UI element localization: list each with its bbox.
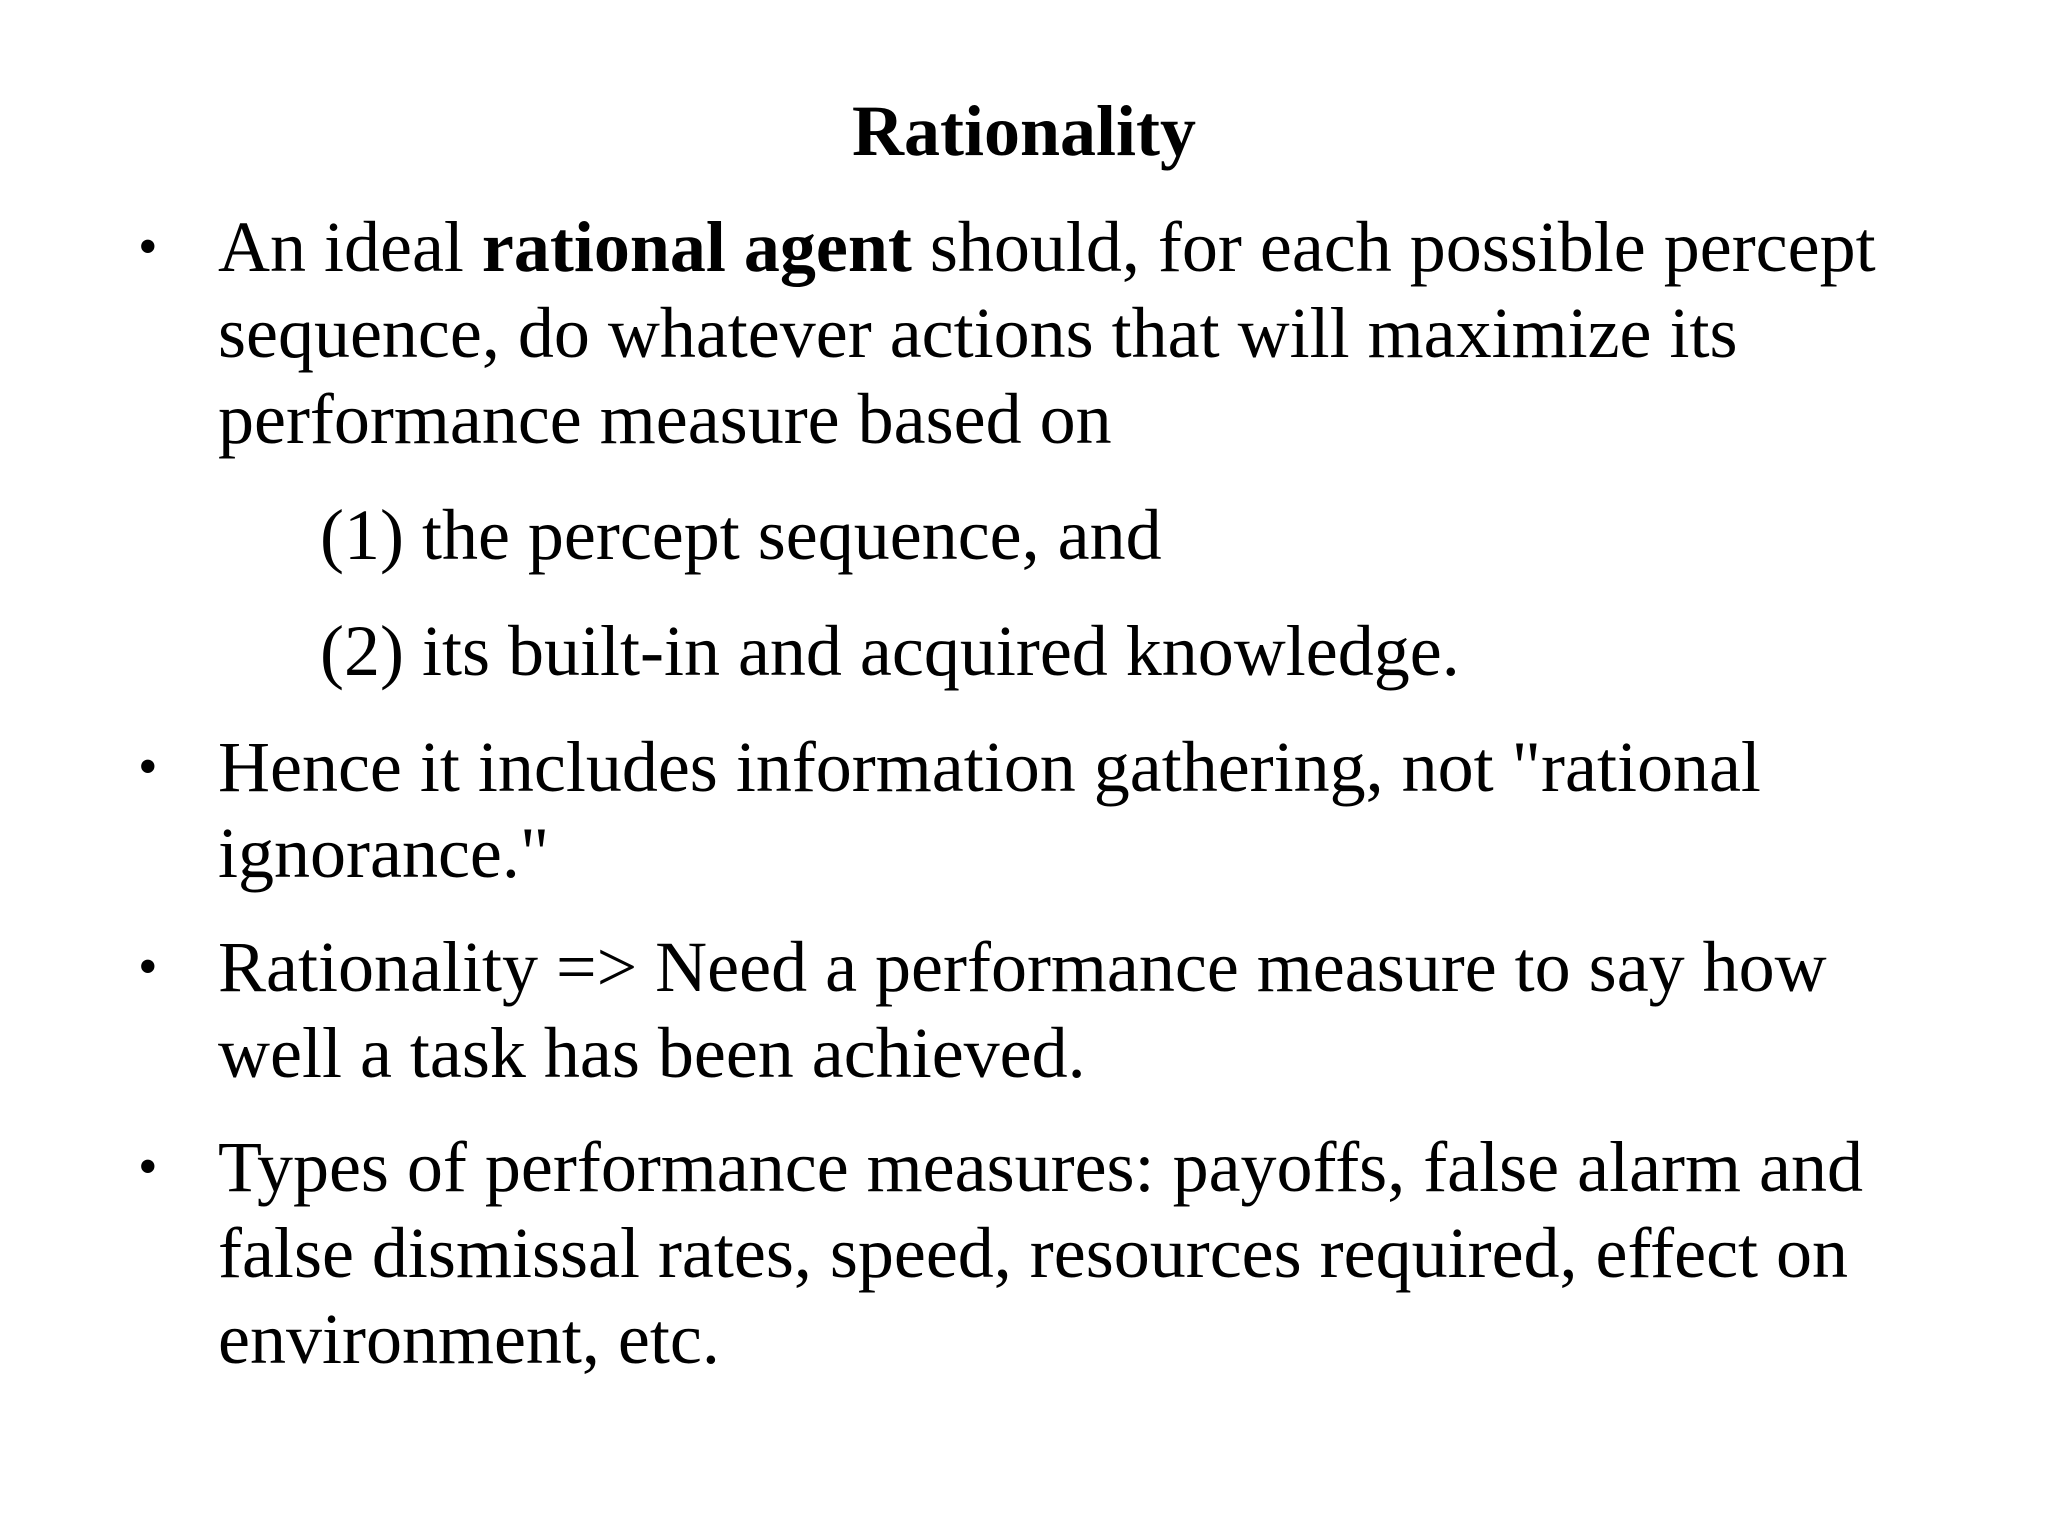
bullet-marker-3: • — [138, 936, 158, 998]
bullet-4-line-1: Types of performance measures: payoffs, false alarm and — [218, 1127, 1863, 1207]
subitem-1: (1) the percept sequence, and — [320, 495, 1162, 575]
bullet-3-line-1: Rationality => Need a performance measure to say how — [218, 927, 1827, 1007]
bullet-1-line-3: performance measure based on — [218, 379, 1112, 459]
bullet-3-line-2: well a task has been achieved. — [218, 1013, 1086, 1093]
bullet-1-text-post: should, for each possible percept — [911, 207, 1876, 287]
bullet-text-1 — [218, 204, 1998, 462]
bullet-marker-2: • — [138, 736, 158, 798]
bullet-marker-1: • — [138, 216, 158, 278]
bullet-2-line-2: ignorance." — [218, 813, 550, 893]
bullet-1-line-2: sequence, do whatever actions that will maximize its — [218, 293, 1738, 373]
bullet-text-2 — [218, 724, 1998, 896]
slide-title: Rationality — [851, 91, 1196, 171]
bullet-2-line-1: Hence it includes information gathering, not "rational — [218, 727, 1761, 807]
bullet-1-line-1 — [218, 204, 1998, 290]
bullet-text-3 — [218, 924, 1998, 1096]
bullet-4-line-2: false dismissal rates, speed, resources required, effect on — [218, 1213, 1849, 1293]
subitem-2: (2) its built-in and acquired knowledge. — [320, 611, 1460, 691]
bullet-text-4 — [218, 1124, 1998, 1382]
bullet-1-text-pre: An ideal — [218, 207, 482, 287]
bullet-4-line-3: environment, etc. — [218, 1299, 720, 1379]
bullet-marker-4: • — [138, 1136, 158, 1198]
rational-agent-term: rational agent — [481, 207, 912, 287]
